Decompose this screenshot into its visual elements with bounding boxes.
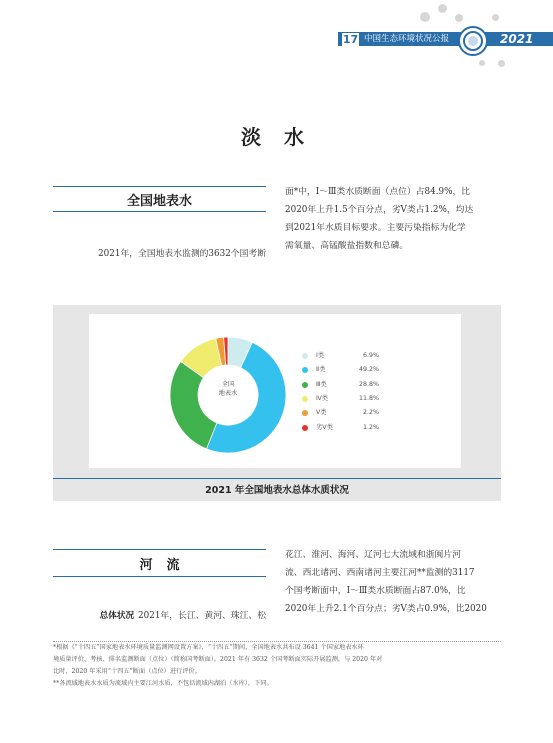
chart-caption: 2021 年全国地表水总体水质状况 <box>205 485 349 496</box>
decor-dot <box>438 4 447 13</box>
section-title-surface-water: 全国地表水 <box>126 194 192 209</box>
legend-label: Ⅳ类 <box>316 394 329 402</box>
section-rule-bottom <box>53 211 266 212</box>
caption-rule <box>53 478 501 479</box>
header-emblem-core <box>468 36 478 46</box>
legend-swatch <box>302 425 308 431</box>
paragraph-line: 2020年上升2.1个百分点；劣Ⅴ类占0.9%，比2020 <box>285 604 487 614</box>
paragraph-line: 需氧量、高锰酸盐指数和总磷。 <box>285 241 409 251</box>
section2-lead <box>53 607 266 625</box>
legend-item <box>302 379 392 391</box>
section-rule-bottom <box>53 576 266 577</box>
decor-dot <box>455 14 463 22</box>
legend-value: 28.8% <box>358 380 379 388</box>
paragraph-line: 面*中，Ⅰ～Ⅲ类水质断面（点位）占84.9%，比 <box>285 187 471 197</box>
legend-value: 11.8% <box>358 394 379 402</box>
legend-value: 2.2% <box>363 409 379 417</box>
paragraph-line: 个国考断面中，Ⅰ～Ⅲ类水质断面占87.0%，比 <box>285 586 466 596</box>
decor-dot <box>492 14 499 21</box>
paragraph-line: 花江、淮河、海河、辽河七大流域和浙闽片河 <box>285 550 461 560</box>
legend-item <box>302 364 392 376</box>
legend-label: Ⅴ类 <box>316 409 327 417</box>
section1-left-paragraph: 2021年，全国地表水监测的3632个国考断 <box>98 249 266 259</box>
legend-item <box>302 350 392 362</box>
section-rule-top <box>53 549 266 550</box>
legend-value: 49.2% <box>358 366 379 374</box>
section2-left-paragraph: 2021年，长江、黄河、珠江、松 <box>138 611 266 621</box>
footnote-line: 境质量评价、考核、排名监测断面（点位）（简称国考断面）。2021 年有 3632 个国考断面实际开展监测。与 2020 年对 <box>53 656 383 663</box>
decor-dot <box>479 60 485 66</box>
legend-label: 劣Ⅴ类 <box>316 423 333 431</box>
section1-right-paragraph <box>285 183 500 255</box>
footnote-line: **各流域地表水水质为流域内主要江河水质，不包括流域内湖泊（水库），下同。 <box>53 680 273 687</box>
decor-dot <box>498 60 505 67</box>
lead-label: 总体状况 <box>99 611 135 621</box>
legend-item <box>302 422 392 434</box>
header-year: 2021 <box>500 32 534 46</box>
legend-label: Ⅰ类 <box>316 352 325 359</box>
donut-center-label <box>203 380 253 398</box>
legend-swatch <box>302 382 308 388</box>
page-title: 淡 水 <box>241 125 312 149</box>
legend-value: 1.2% <box>363 423 379 431</box>
footnote-line: 比时，2020 年采用“十四五”断面（点位）进行评价。 <box>53 668 201 675</box>
section-title-rivers: 河流 <box>139 558 194 573</box>
chart-area <box>89 314 461 468</box>
legend-swatch <box>302 353 308 359</box>
section2-right-paragraph <box>285 546 500 618</box>
legend-item <box>302 393 392 405</box>
paragraph-line: 到2021年水质目标要求。主要污染指标为化学 <box>285 223 466 233</box>
legend-swatch <box>302 410 308 416</box>
publication-title: 中国生态环境状况公报 <box>364 34 450 44</box>
legend-label: Ⅲ类 <box>316 380 327 388</box>
legend-swatch <box>302 396 308 402</box>
legend-label: Ⅱ类 <box>316 366 326 374</box>
paragraph-line: 2020年上升1.5个百分点，劣Ⅴ类占1.2%，均达 <box>285 205 474 215</box>
legend-value: 6.9% <box>363 352 379 359</box>
decor-dot <box>420 12 430 22</box>
footnotes <box>53 642 503 690</box>
section-rule-top <box>53 186 266 187</box>
legend-swatch <box>302 367 308 373</box>
page-number: 17 <box>342 33 359 46</box>
footnote-line: *根据《“十四五”国家地表水环境质量监测网设置方案》，“十四五”期间，全国地表水共布设 3641 个国家地表水环 <box>53 644 364 651</box>
pie-slice-3 <box>170 361 217 448</box>
chart-legend <box>302 350 392 430</box>
center-label-line: 全国 <box>221 381 235 388</box>
center-label-line: 地表水 <box>218 390 238 397</box>
legend-item <box>302 407 392 419</box>
paragraph-line: 流、西北诸河、西南诸河主要江河**监测的3117 <box>285 568 475 578</box>
